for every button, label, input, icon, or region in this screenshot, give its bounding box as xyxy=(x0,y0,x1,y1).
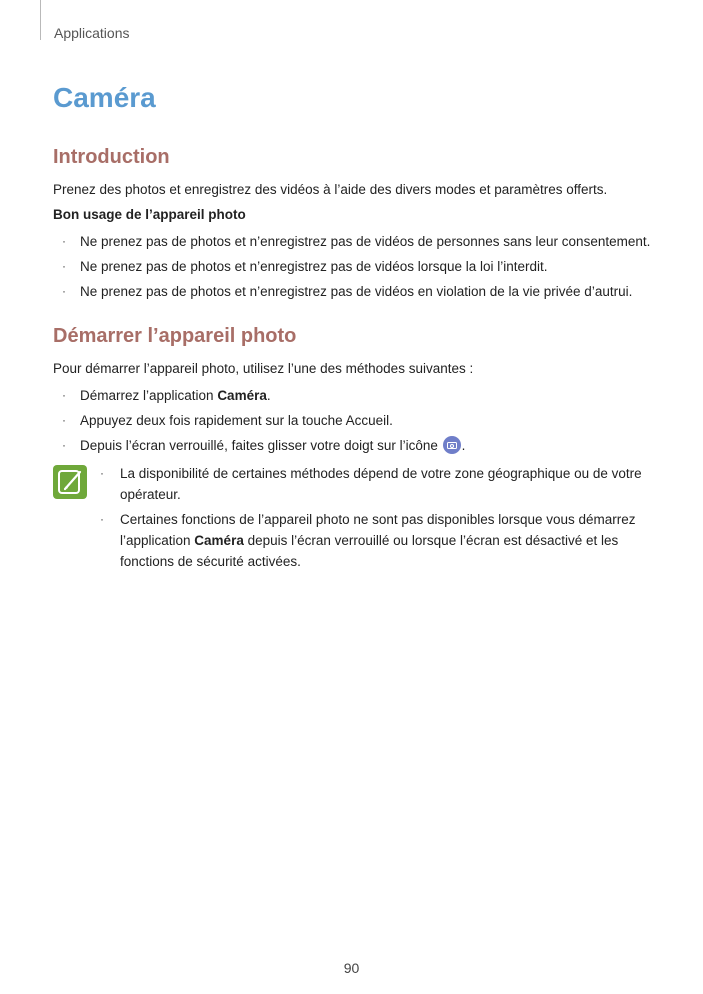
list-item: · Ne prenez pas de photos et n’enregistrez pas de vidéos lorsque la loi l’interdit. xyxy=(62,259,548,274)
start-methods-list xyxy=(62,386,465,461)
list-item: · Démarrez l’application Caméra. xyxy=(62,388,271,403)
start-heading: Démarrer l’appareil photo xyxy=(53,325,297,347)
section-header: Applications xyxy=(54,25,130,41)
note-list xyxy=(100,463,660,576)
intro-text: Prenez des photos et enregistrez des vidéos à l’aide des divers modes et paramètres offerts. xyxy=(53,182,608,197)
note-item: · Certaines fonctions de l’appareil photo ne sont pas disponibles lorsque vous démarrez l’application Caméra depuis l’écran verrouillé ou lorsque l’écran est désactivé et les fonctions de sécurité activées. xyxy=(100,509,660,572)
bullet: · xyxy=(62,438,66,452)
usage-subheading: Bon usage de l’appareil photo xyxy=(53,207,246,222)
header-rule xyxy=(40,0,41,40)
note-item: · La disponibilité de certaines méthodes dépend de votre zone géographique ou de votre opérateur. xyxy=(100,463,660,505)
bullet: · xyxy=(62,259,66,273)
camera-icon xyxy=(443,436,461,454)
list-item: · Ne prenez pas de photos et n’enregistrez pas de vidéos de personnes sans leur consentement. xyxy=(62,234,651,249)
list-item: · Depuis l’écran verrouillé, faites glisser votre doigt sur l’icône . xyxy=(62,438,466,453)
usage-list xyxy=(62,232,650,307)
list-item: · Appuyez deux fois rapidement sur la touche Accueil. xyxy=(62,413,393,428)
bullet: · xyxy=(100,512,104,526)
start-text: Pour démarrer l’appareil photo, utilisez l’une des méthodes suivantes : xyxy=(53,361,474,376)
page-number: 90 xyxy=(343,960,360,976)
camera-app-name: Caméra xyxy=(194,533,244,548)
page-title: Caméra xyxy=(53,82,156,113)
bullet: · xyxy=(62,388,66,402)
note-pencil-icon xyxy=(53,465,87,499)
bullet: · xyxy=(62,413,66,427)
bullet: · xyxy=(62,284,66,298)
list-item: · Ne prenez pas de photos et n’enregistrez pas de vidéos en violation de la vie privée d’autrui. xyxy=(62,284,633,299)
intro-heading: Introduction xyxy=(53,146,170,168)
camera-app-name: Caméra xyxy=(217,388,267,403)
bullet: · xyxy=(62,234,66,248)
bullet: · xyxy=(100,466,104,480)
